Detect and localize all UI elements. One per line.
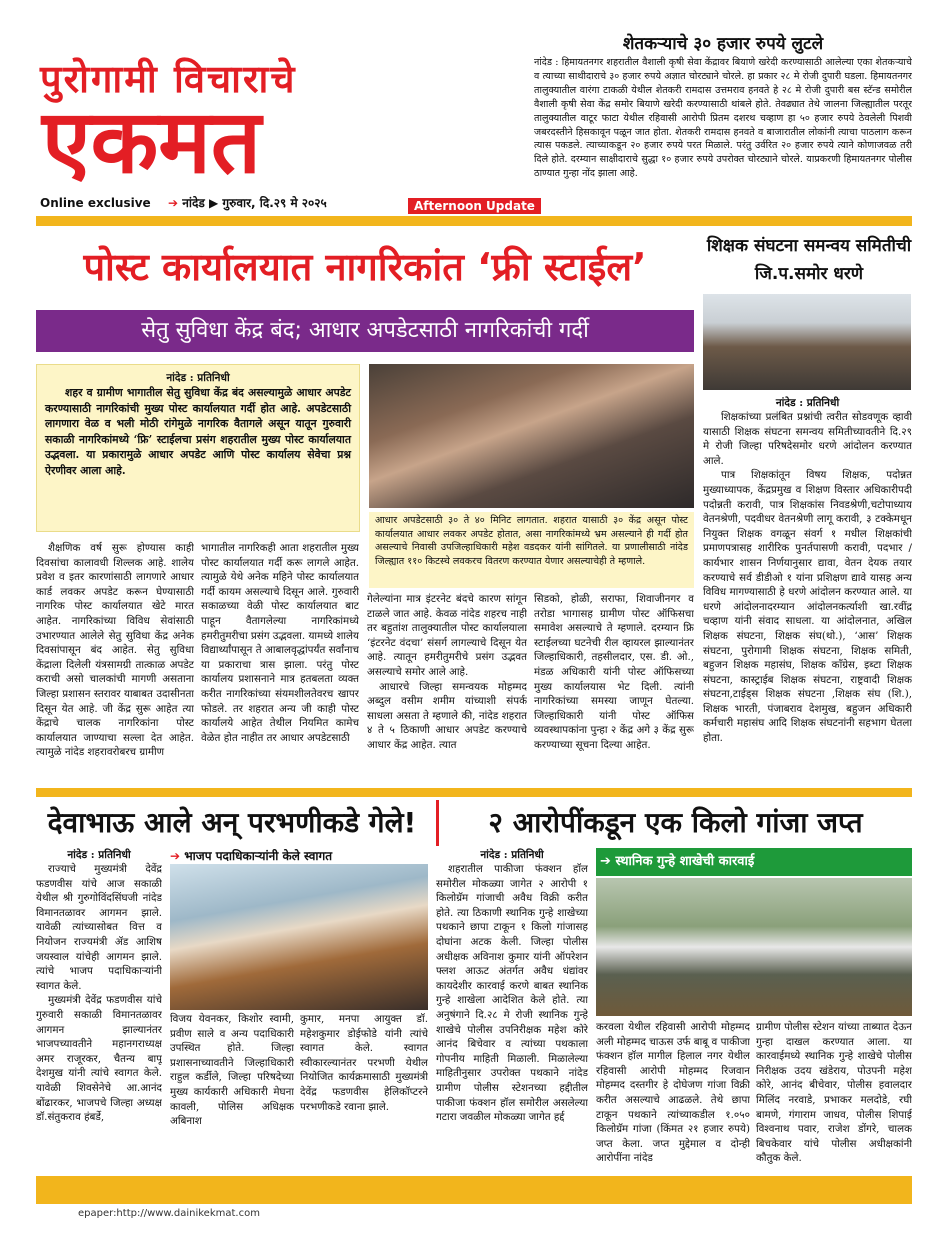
footer-bar <box>36 1176 912 1204</box>
cm-tag-text: भाजप पदाधिकाऱ्यांनी केले स्वागत <box>184 849 333 863</box>
epaper-link[interactable]: epaper:http://www.dainikekmat.com <box>78 1208 260 1219</box>
arrow-right-icon: ➔ <box>170 849 181 863</box>
dateline-text: नांदेड ▶ गुरुवार, दि.२९ मे २०२५ <box>182 196 327 210</box>
masthead <box>36 52 416 202</box>
right-story-byline: नांदेड : प्रतिनिधी <box>775 397 840 409</box>
arrow-right-icon: ➔ <box>168 196 179 210</box>
cm-welcome-photo <box>170 864 428 1010</box>
ganja-byline: नांदेड : प्रतिनिधी <box>480 849 544 861</box>
main-col-1: शैक्षणिक वर्ष सुरू होण्यास काही दिवसांचा कालावधी शिल्लक आहे. शालेय प्रवेश व इतर कारणांसाठी लागणारे आधार कार्ड लवकर अपडेट करून घेण्यासाठी नागरिक पोस्ट कार्यालयात खेटे मारत आहेत. नागरिकांच्या विविध सेवांसाठी उभारण्यात आलेले सेतु सुविधा केंद्र अनेक दिवसांपासून बंद आहेत. सेतु सुविधा केंद्राला दिलेली यंत्रसामग्री तात्काळ अपडेट कराची असो चालकांची मागणी असताना जिल्हा प्रशासन स्तरावर याबाबत उदासीनता दिसून येत आहे. जी केंद्र सुरू आहेत त्या केंद्राचे चालक नागरिकांना पोस्ट कार्यालयात जाण्याचा सल्ला देत आहेत. त्यामुळे नांदेड शहरावरोबरच ग्रामीण <box>36 542 194 759</box>
top-story-headline: शेतकऱ्याचे ३० हजार रुपये लुटले <box>622 34 824 54</box>
cm-col1-text: राज्याचे मुख्यमंत्री देवेंद्र फडणवीस यांचे आज सकाळी येथील श्री गुरुगोविंदसिंघजी नांदेड विमानतळावर आगमन झाले. यावेळी त्यांच्यासोबत वित्त व नियोजन राज्यमंत्री ॲड आशिष जयस्वाल यांचेही आगमन झाले. त्यांचे भाजप पदाधिकाऱ्यांनी स्वागत केले. <box>36 863 162 992</box>
teachers-protest-photo <box>703 294 911 390</box>
ganja-col2: करवला येथील रहिवासी आरोपी मोहम्मद अली मोहम्मद चाऊस उर्फ बाबू व पाकीजा फंक्शन हॉल मागील हिलाल नगर येथील रहिवासी आरोपी मोहम्मद रिजवान मोहम्मद दस्तगीर हे दोघेजण गांजा विक्री करीत असल्याचे आढळले. तेथे छापा टाकून पथकाने त्यांच्याकडील १.०५० किलोग्रॅम गांजा (किंमत २१ हजार रुपये) जप्त केला. जप्त मुद्देमाल व दोन्ही आरोपींना नांदेड <box>596 1021 750 1165</box>
post-office-crowd-photo <box>369 364 694 508</box>
online-exclusive: Online exclusive <box>40 196 151 210</box>
main-intro-box <box>36 364 360 532</box>
main-photo-caption: आधार अपडेटसाठी ३० ते ४० मिनिट लागतात. शहरात यासाठी ३० केंद्र असून पोस्ट कार्यालयात आधार लवकर अपडेट होतात, असा नागरिकांमध्ये भ्रम असल्याने ही गर्दी होत असल्याचे निवासी उपजिल्हाधिकारी महेश वडदकर यांनी सांगितले. या प्रणालीसाठी नांदेड जिल्ह्यात ११० किटस्चे लवकरच वितरण करण्यात येणार असल्याचेही ते म्हणाले. <box>369 512 694 588</box>
cm-headline: देवाभाऊ आले अन् परभणीकडे गेले! <box>47 806 417 839</box>
ganja-col1-text: शहरातील पाकीजा फंक्शन हॉल समोरील मोकळ्या जागेत २ आरोपी १ किलोग्रॅम गांजाची अवैध विक्री करीत होते. त्या ठिकाणी स्थानिक गुन्हे शाखेच्या पथकाने छापा टाकून १ किलो गांजासह दोघांना अटक केली. जिल्हा पोलीस अधीक्षक अविनाश कुमार यांनी ऑपरेशन फ्लश आऊट अंतर्गत अवैध धंद्यांवर कायदेशीर कारवाई करणे बाबत स्थानिक गुन्हे शाखेला आदेशित केले होते. त्या अनुषंगाने दि.२८ मे रोजी स्थानिक गुन्हे शाखेचे पोलीस उपनिरीक्षक महेश कोरे आनंद बिचेवार व त्यांच्या पथकाला गोपनीय माहिती मिळाली. मिळालेल्या माहितीनुसार उपरोक्त पथकाने नांदेड ग्रामीण पोलीस स्टेशनच्या हद्दीतील पाकीजा फंक्शन हॉल समोरील असलेल्या गटारा जवळील मोकळ्या जागेत हर्द्द <box>436 863 588 1124</box>
ganja-story-col1 <box>436 848 588 1208</box>
main-intro-text: शहर व ग्रामीण भागातील सेतु सुविधा केंद्र बंद असल्यामुळे आधार अपडेट करण्यासाठी नागरिकांची मुख्य पोस्ट कार्यालयात गर्दी होत आहे. अपडेटसाठी लागणारा वेळ व भली मोठी रांगेमुळे नागरिक वैतागले असून यातून गुरुवारी सकाळी नागरिकांमध्ये ‘फ्रि’ स्टाईलचा प्रसंग शहरातील मुख्य पोस्ट कार्यालयात उद्भवला. या प्रकारामुळे आधार अपडेट आणि पोस्ट कार्यालय सेवेचा प्रश्न ऐरणीवर आला आहे. <box>45 386 351 477</box>
dateline <box>168 194 327 211</box>
right-story <box>703 396 912 810</box>
main-col-3b: आधारचे जिल्हा समन्वयक मोहम्मद अब्दुल वसीम शमीम यांच्याशी संपर्क साधला असता ते म्हणाले की, नांदेड शहरात ४ ते ५ ठिकाणी आधार अपडेट करण्याचे आधार केंद्र आहेत. त्यात <box>367 680 527 751</box>
right-story-p1: शिक्षकांच्या प्रलंबित प्रश्नांची त्वरीत सोडवणूक व्हावी यासाठी शिक्षक संघटना समन्वय समितीच्यावतीने दि.२९ मे रोजी जिल्हा परिषदेसमोर धरणे आंदोलन करण्यात आले. <box>703 411 912 467</box>
right-story-p2: पात्र शिक्षकांतून विषय शिक्षक, पदोन्नत मुख्याध्यापक, केंद्रप्रमुख व शिक्षण विस्तार अधिकारीपदी पदोन्नती करावी, पात्र शिक्षकांस निवडश्रेणी,चटोपाध्याय वेतनश्रेणी, पदवीधर वेतनश्रेणी लागू करावी, ३ टक्केमधून नियुक्त शिक्षक वगळून संवर्ग १ मधील शिक्षकांची प्रमाणपत्रासह शारीरिक पुनर्तपासणी करावी, पदभार / कार्यभार शासन निर्णयानुसार द्यावा, वेतन देयक तयार करण्याचे सर्व डीडीओ १ यांना प्रशिक्षण द्यावे यासह अन्य विविध मागण्यासाठी हे धरणे आंदोलन करण्यात आले. या धरणे आंदोलनादरम्यान आंदोलनकर्त्याशी खा.रवींद्र चव्हाण यांनी संवाद साधला. या आंदोलनात, अखिल शिक्षक संघटना, शिक्षक संघ(थो.), ‘आस’ शिक्षक संघटना, पुरोगामी शिक्षक संघटना, शिक्षक समिती, बहुजन शिक्षक महासंघ, शिक्षक कॉंग्रेस, इब्टा शिक्षक संघटना, कास्ट्राईब शिक्षक संघटना, राष्ट्रवादी शिक्षक संघटना,टाईड्स शिक्षक संघटना ,शिक्षक संघ (शि.), शिक्षक भारती, पंजाबराव देशमुख, बहुजन अधिकारी कर्मचारी महासंघ आदि शिक्षक संघटनांनी सहभाग घेतला होता. <box>703 469 912 745</box>
ganja-col3: ग्रामीण पोलीस स्टेशन यांच्या ताब्यात देऊन गुन्हा दाखल करण्यात आला. या कारवाईमध्ये स्थानिक गुन्हे शाखेचे पोलीस निरीक्षक उदय खंडेराय, पोउपनी महेश कोरे, आनंद बीचेवार, पोलीस हवालदार मिलिंद नरवाडे, प्रभाकर मलदोडे, रघी बामणे, गंगाराम जाधव, पोलीस शिपाई विश्वनाथ पवार, राजेश डोंगरे, चालक बिचकेवार यांचे पोलीस अधीक्षकांनी कौतुक केले. <box>756 1021 912 1165</box>
ganja-headline: २ आरोपींकडून एक किलो गांजा जप्त <box>436 800 912 846</box>
masthead-name: एकमत <box>42 90 262 193</box>
police-team-photo <box>596 878 912 1016</box>
afternoon-update-badge: Afternoon Update <box>408 198 541 214</box>
cm-col1b-text: मुख्यमंत्री देवेंद्र फडणवीस यांचे गुरुवारी सकाळी विमानतळावर आगमन झाल्यानंतर भाजपच्यावतीने महानगराध्यक्ष अमर राजूरकर, चैतन्य बापू देशमुख यांनी त्यांचे स्वागत केले. यावेळी शिवसेनेचे आ.आनंद बोंढारकर, भाजपचे जिल्हा अध्यक्ष डॉ.संतुकराव हंबर्डे, <box>36 994 162 1124</box>
ganja-tag-text: स्थानिक गुन्हे शाखेची कारवाई <box>615 854 755 869</box>
ganja-tag <box>596 848 912 876</box>
main-col-2: भागातील नागरिकही आता शहरातील मुख्य पोस्ट कार्यालयात गर्दी करू लागले आहेत. त्यामुळे येथे अनेक महिने पोस्ट कार्यालयात गर्दी कायम असल्याचे दिसून आले. गुरुवारी सकाळच्या वेळी पोस्ट कार्यालयात बाट पाहून वैतागलेल्या नागरिकांमध्ये हमरीतुमरीचा प्रसंग उद्भवला. यामध्ये शालेय विद्यार्थ्यांपासून ते आबालवृद्धांपर्यंत सर्वांनाच या प्रकाराचा त्रास झाला. परंतु पोस्ट कार्यालय प्रशासनाने मात्र हतबलता व्यक्त करीत नागरिकांच्या संयमशीलतेवरच खापर फोडले. तर शहरात अन्य जी काही पोस्ट कार्यालये आहेत तेथील नियमित कामेच वेळेत होत नाहीत तर आधार अपडेटसाठी <box>201 542 359 744</box>
main-headline: पोस्ट कार्यालयात नागरिकांत ‘फ्री स्टाईल’ <box>83 245 647 289</box>
main-col-4: सिडको, होळी, सराफा, शिवाजीनगर व तरोडा भागासह ग्रामीण पोस्ट ऑफिसचा समावेश असल्याचे ते म्हणाले. दरम्यान फ्रि स्टाईलच्या घटनेची रील व्हायरल झाल्यानंतर जिल्हाधिकारी, तहसीलदार, एस. डी. ओ., मंडळ अधिकारी यांनी पोस्ट ऑफिसच्या मुख्य कार्यालयास भेट दिली. त्यांनी नागरिकांच्या समस्या जाणून घेतल्या. जिल्हाधिकारी यांनी पोस्ट ऑफिस व्यवस्थापकांना पुन्हा २ केंद्र अगे ३ केंद्र सुरू करण्याच्या सूचना दिल्या आहेत. <box>534 593 694 751</box>
right-story-headline: शिक्षक संघटना समन्वय समितीची जि.प.समोर धरणे <box>706 236 912 284</box>
main-col-3a: गेलेल्यांना मात्र इंटरनेट बंदचे कारण सांगून टाळले जात आहे. केवळ नांदेड शहरच नाही तर बहुतांश तालुक्यातील पोस्ट कार्यालयाला ‘इंटरनेट वंदचा’ संसर्ग लागल्याचे दिसून येत आहे. त्यातून हमरीतुमरीचे प्रसंग उद्भवत असल्याचे समोर आले आहे. <box>367 593 527 678</box>
main-subheadline: सेतु सुविधा केंद्र बंद; आधार अपडेटसाठी नागरिकांची गर्दी <box>36 310 694 352</box>
gold-divider <box>36 216 912 226</box>
masthead-tagline: पुरोगामी विचाराचे <box>40 57 297 101</box>
top-story <box>534 32 912 212</box>
arrow-right-icon: ➔ <box>600 854 611 869</box>
cm-col2: विजय येवनकर, किशोर स्वामी, प्रवीण साले व अन्य पदाधिकारी उपस्थित होते. जिल्हा प्रशासनाच्यावतीने जिल्हाधिकारी राहुल कर्डीले, जिल्हा परिषदेच्या मुख्य कार्यकारी अधिकारी मेघना कावली, पोलिस अधिक्षक अबिनाश <box>170 1013 294 1128</box>
cm-byline: नांदेड : प्रतिनिधी <box>67 849 131 861</box>
gold-divider-2 <box>36 788 912 797</box>
main-story-byline: नांदेड : प्रतिनिधी <box>166 372 230 384</box>
top-story-body: नांदेड : हिमायतनगर शहरातील वैशाली कृषी सेवा केंद्रावर बियाणे खरेदी करण्यासाठी आलेल्या एका शेतकऱ्याचे व त्याच्या साथीदाराचे ३० हजार रुपये अज्ञात चोरट्याने चोरले. हा प्रकार २८ मे रोजी दुपारी घडला. हिमायतनगर तालुक्यातील वारंगा टाकळी येथील शेतकरी रामदास उत्तमराव हनवते हे २८ मे रोजी दुपारी बस स्टॅन्ड समोरील वैशाली कृषी सेवा केंद्र समोर बियाणे खरेदी करण्यासाठी थांबले होते. तेवढ्यात तेथे जालना जिल्ह्यातील परतूर तालुक्यातील वाटूर फाटा येथील रहिवासी आरोपी प्रितम दशरथ चव्हाण हा ५० हजार रुपये ठेवलेली पिशवी जबरदस्तीने हिसकावून पळून जात होता. शेतकरी रामदास हनवते व बाजारातील लोकांनी त्याचा पाठलाग करून त्यास पकडले. त्याच्याकडून २० हजार रुपये परत मिळाले. परंतु उर्वरित २० हजार रुपये त्याने कोणाजवळ तरी दिले होते. दरम्यान साक्षीदाराचे सुद्धा १० हजार रुपये उपरोक्त चोरट्याने चोरले. याप्रकरणी हिमायतनगर पोलीस ठाण्यात गुन्हा नोंद झाला आहे. <box>534 57 912 180</box>
cm-col3: कुमार, मनपा आयुक्त डॉ. महेशकुमार डोईफोडे यांनी त्यांचे स्वागत केले. स्वागत स्वीकारल्यानंतर परभणी येथील नियोजित कार्यक्रमासाठी मुख्यमंत्री देवेंद्र फडणवीस हेलिकॉप्टरने परभणीकडे रवाना झाले. <box>300 1013 428 1113</box>
cm-tag <box>170 847 332 864</box>
cm-story-col1 <box>36 848 162 1208</box>
main-col-3 <box>367 592 527 788</box>
